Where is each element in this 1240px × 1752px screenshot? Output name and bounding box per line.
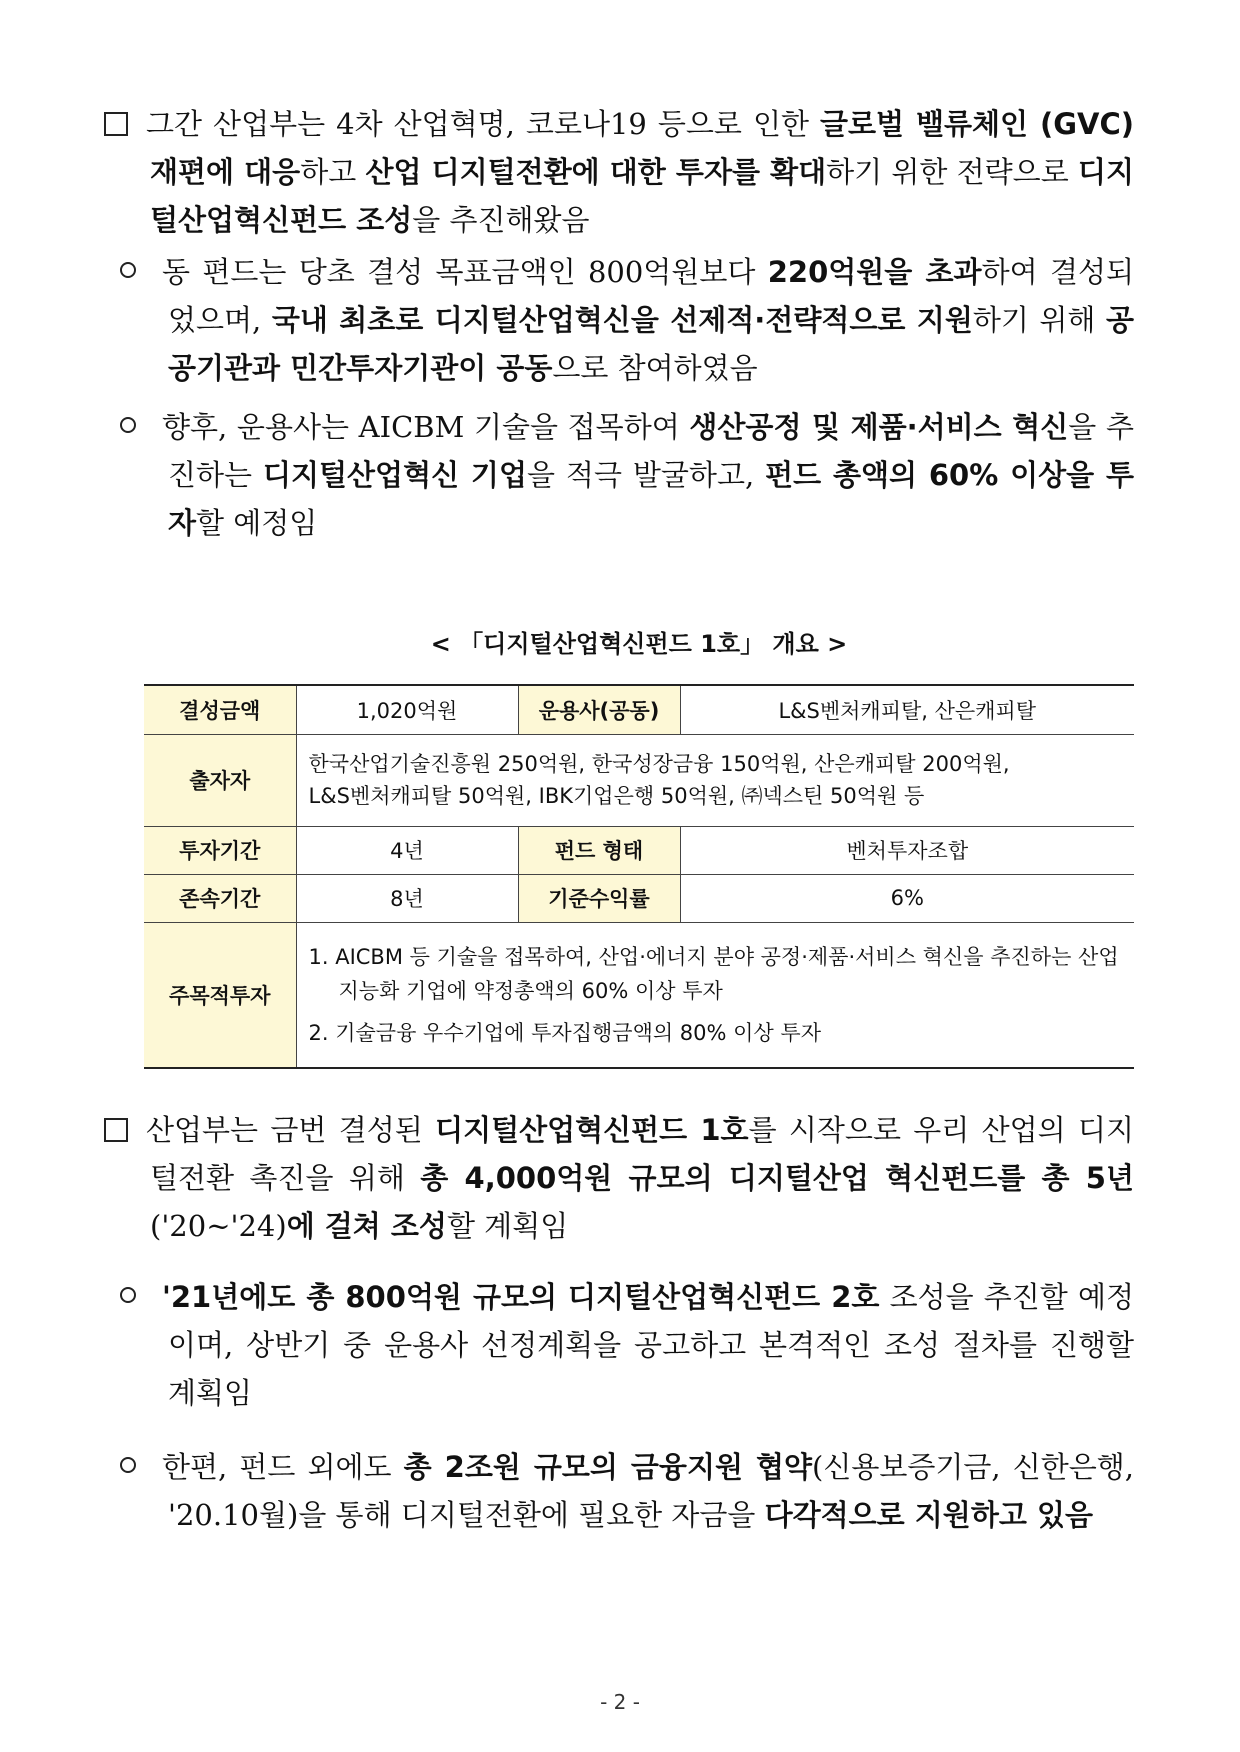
manager-value: L&S벤처캐피탈, 산은캐피탈	[680, 685, 1134, 734]
section1-sub1-text: 동 편드는 당초 결성 목표금액인 800억원보다 220억원을 초과하여 결성되었으며, 국내 최초로 디지털산업혁신을 선제적·전략적으로 지원하기 위해 공공기관과 민간투자기관이 공동으로 참여하였음	[162, 255, 1135, 385]
table-row	[144, 685, 1134, 734]
period-value: 4년	[296, 826, 518, 874]
investors-label: 출자자	[144, 734, 296, 826]
page-number: - 2 -	[600, 1690, 640, 1714]
table-title: < 「디지털산업혁신펀드 1호」 개요 >	[430, 630, 848, 658]
amount-label: 결성금액	[144, 685, 296, 734]
section1-sub2-text: 향후, 운용사는 AICBM 기술을 접목하여 생산공정 및 제품·서비스 혁신을 추진하는 디지털산업혁신 기업을 적극 발굴하고, 펀드 총액의 60% 이상을 투자할 예정임	[162, 410, 1134, 540]
return-label: 기준수익률	[518, 874, 680, 922]
section2-sub2-text: 한편, 펀드 외에도 총 2조원 규모의 금융지원 협약(신용보증기금, 신한은행, '20.10월)을 통해 디지털전환에 필요한 자금을 다각적으로 지원하고 있음	[162, 1450, 1135, 1532]
investors-line: 한국산업기술진흥원 250억원, 한국성장금융 150억원, 산은캐피탈 200억원,	[308, 752, 1010, 776]
square-bullet-icon	[104, 112, 128, 136]
section1-sub2	[120, 403, 1134, 547]
section1-paragraph	[104, 100, 1134, 244]
type-value: 벤처투자조합	[680, 826, 1134, 874]
table-row	[144, 826, 1134, 874]
circle-bullet-icon	[120, 262, 136, 278]
investors-line: L&S벤처캐피탈 50억원, IBK기업은행 50억원, ㈜넥스틴 50억원 등	[308, 784, 925, 808]
manager-label: 운용사(공동)	[518, 685, 680, 734]
square-bullet-icon	[104, 1118, 128, 1142]
section2-paragraph	[104, 1106, 1134, 1250]
circle-bullet-icon	[120, 417, 136, 433]
section2-sub2	[120, 1443, 1134, 1539]
type-label: 펀드 형태	[518, 826, 680, 874]
table-row	[144, 734, 1134, 826]
fund-summary-table	[144, 684, 1134, 1069]
section1-text: 그간 산업부는 4차 산업혁명, 코로나19 등으로 인한 글로벌 밸류체인 (GVC) 재편에 대응하고 산업 디지털전환에 대한 투자를 확대하기 위한 전략으로 디지털산업혁신펀드 조성을 추진해왔음	[146, 107, 1134, 237]
purpose-value	[296, 922, 1134, 1068]
table-row	[144, 874, 1134, 922]
purpose-item: 1. AICBM 등 기술을 접목하여, 산업·에너지 분야 공정·제품·서비스 혁신을 추진하는 산업지능화 기업에 약정총액의 60% 이상 투자	[308, 944, 1119, 1003]
return-value: 6%	[680, 874, 1134, 922]
period-label: 투자기간	[144, 826, 296, 874]
duration-value: 8년	[296, 874, 518, 922]
purpose-label: 주목적투자	[144, 922, 296, 1068]
amount-value: 1,020억원	[296, 685, 518, 734]
circle-bullet-icon	[120, 1287, 136, 1303]
section1-sub1	[120, 248, 1134, 392]
section2-sub1-text: '21년에도 총 800억원 규모의 디지털산업혁신펀드 2호 조성을 추진할 예정이며, 상반기 중 운용사 선정계획을 공고하고 본격적인 조성 절차를 진행할 계획임	[162, 1280, 1134, 1410]
circle-bullet-icon	[120, 1457, 136, 1473]
section2-sub1	[120, 1273, 1134, 1417]
purpose-item: 2. 기술금융 우수기업에 투자집행금액의 80% 이상 투자	[308, 1020, 821, 1045]
table-row	[144, 922, 1134, 1068]
duration-label: 존속기간	[144, 874, 296, 922]
investors-value	[296, 734, 1134, 826]
section2-text: 산업부는 금번 결성된 디지털산업혁신펀드 1호를 시작으로 우리 산업의 디지털전환 촉진을 위해 총 4,000억원 규모의 디지털산업 혁신펀드를 총 5년('20~'24)에 걸쳐 조성할 계획임	[146, 1113, 1134, 1243]
